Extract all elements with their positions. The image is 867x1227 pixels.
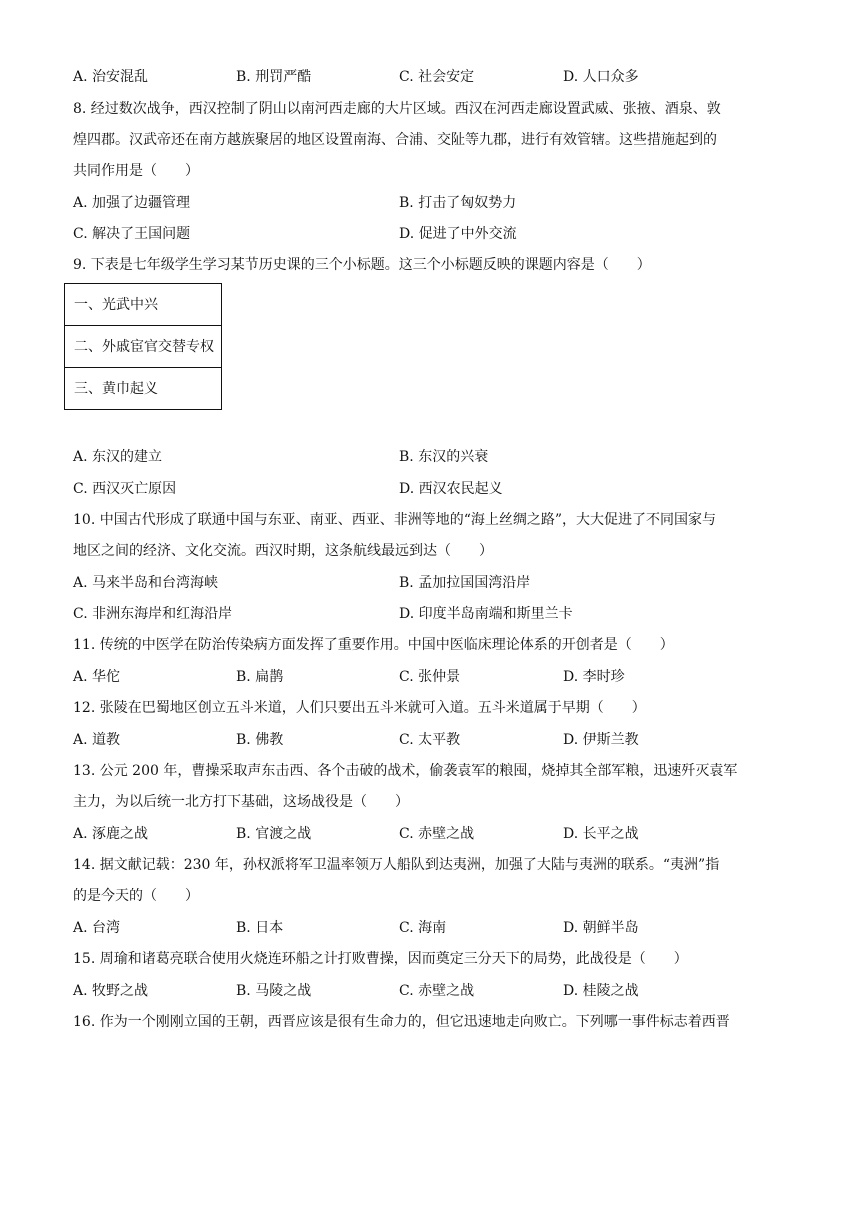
q12-option-c: C. 太平教 [399, 732, 461, 748]
table-row [65, 326, 222, 368]
q16-stem: 16. 作为一个刚刚立国的王朝，西晋应该是很有生命力的，但它迅速地走向败亡。下列哪一事件标志着西晋 [73, 1014, 730, 1030]
q14-option-b: B. 日本 [236, 920, 284, 936]
q8-option-b: B. 打击了匈奴势力 [399, 195, 517, 211]
q10-option-a: A. 马来半岛和台湾海峡 [73, 575, 219, 591]
q11-option-d: D. 李时珍 [563, 669, 625, 685]
q8-stem-line-1: 8. 经过数次战争，西汉控制了阴山以南河西走廊的大片区域。西汉在河西走廊设置武威、张掖、酒泉、敦 [73, 101, 721, 117]
q12-option-a: A. 道教 [73, 732, 121, 748]
q10-stem-line-2: 地区之间的经济、文化交流。西汉时期，这条航线最远到达（ ） [73, 543, 493, 559]
q13-stem-line-2: 主力，为以后统一北方打下基础，这场战役是（ ） [73, 794, 409, 810]
q14-stem-line-2: 的是今天的（ ） [73, 888, 199, 904]
table-cell: 三、黄巾起义 [65, 368, 222, 410]
q13-option-c: C. 赤壁之战 [399, 826, 475, 842]
q11-option-b: B. 扁鹊 [236, 669, 284, 685]
q12-option-b: B. 佛教 [236, 732, 284, 748]
q10-option-c: C. 非洲东海岸和红海沿岸 [73, 606, 233, 622]
q14-option-a: A. 台湾 [73, 920, 121, 936]
q9-subtitle-table [64, 283, 222, 410]
q15-option-c: C. 赤壁之战 [399, 983, 475, 999]
q9-option-b: B. 东汉的兴衰 [399, 449, 489, 465]
q8-stem-line-3: 共同作用是（ ） [73, 163, 199, 179]
table-cell: 二、外戚宦官交替专权 [65, 326, 222, 368]
q12-stem: 12. 张陵在巴蜀地区创立五斗米道，人们只要出五斗米就可入道。五斗米道属于早期（ ） [73, 700, 646, 716]
q10-option-b: B. 孟加拉国国湾沿岸 [399, 575, 531, 591]
table-row [65, 284, 222, 326]
q9-option-a: A. 东汉的建立 [73, 449, 163, 465]
q15-option-d: D. 桂陵之战 [563, 983, 639, 999]
q8-option-c: C. 解决了王国问题 [73, 226, 191, 242]
table-cell: 一、光武中兴 [65, 284, 222, 326]
q9-option-c: C. 西汉灭亡原因 [73, 481, 177, 497]
q15-option-b: B. 马陵之战 [236, 983, 312, 999]
q14-option-d: D. 朝鲜半岛 [563, 920, 639, 936]
q7-option-d: D. 人口众多 [563, 69, 639, 85]
q13-stem-line-1: 13. 公元 200 年，曹操采取声东击西、各个击破的战术，偷袭袁军的粮囤，烧掉其全部军粮，迅速歼灭袁军 [73, 763, 738, 779]
q8-option-d: D. 促进了中外交流 [399, 226, 517, 242]
table-row [65, 368, 222, 410]
q10-stem-line-1: 10. 中国古代形成了联通中国与东亚、南亚、西亚、非洲等地的“海上丝绸之路”，大大促进了不同国家与 [73, 512, 717, 528]
q14-stem-line-1: 14. 据文献记载：230 年，孙权派将军卫温率领万人船队到达夷洲，加强了大陆与夷洲的联系。“夷洲”指 [73, 857, 720, 873]
q7-option-a: A. 治安混乱 [73, 69, 149, 85]
q8-stem-line-2: 煌四郡。汉武帝还在南方越族聚居的地区设置南海、合浦、交阯等九郡，进行有效管辖。这些措施起到的 [73, 132, 717, 148]
q9-option-d: D. 西汉农民起义 [399, 481, 503, 497]
q13-option-d: D. 长平之战 [563, 826, 639, 842]
q11-stem: 11. 传统的中医学在防治传染病方面发挥了重要作用。中国中医临床理论体系的开创者是（ ） [73, 637, 674, 653]
q14-option-c: C. 海南 [399, 920, 447, 936]
q13-option-a: A. 涿鹿之战 [73, 826, 149, 842]
q7-option-c: C. 社会安定 [399, 69, 475, 85]
q12-option-d: D. 伊斯兰教 [563, 732, 639, 748]
q11-option-a: A. 华佗 [73, 669, 121, 685]
q15-option-a: A. 牧野之战 [73, 983, 149, 999]
q7-option-b: B. 刑罚严酷 [236, 69, 312, 85]
q8-option-a: A. 加强了边疆管理 [73, 195, 191, 211]
q11-option-c: C. 张仲景 [399, 669, 461, 685]
q15-stem: 15. 周瑜和诸葛亮联合使用火烧连环船之计打败曹操，因而奠定三分天下的局势，此战役是（ ） [73, 951, 688, 967]
q9-stem: 9. 下表是七年级学生学习某节历史课的三个小标题。这三个小标题反映的课题内容是（ ） [73, 257, 651, 273]
q13-option-b: B. 官渡之战 [236, 826, 312, 842]
q10-option-d: D. 印度半岛南端和斯里兰卡 [399, 606, 573, 622]
